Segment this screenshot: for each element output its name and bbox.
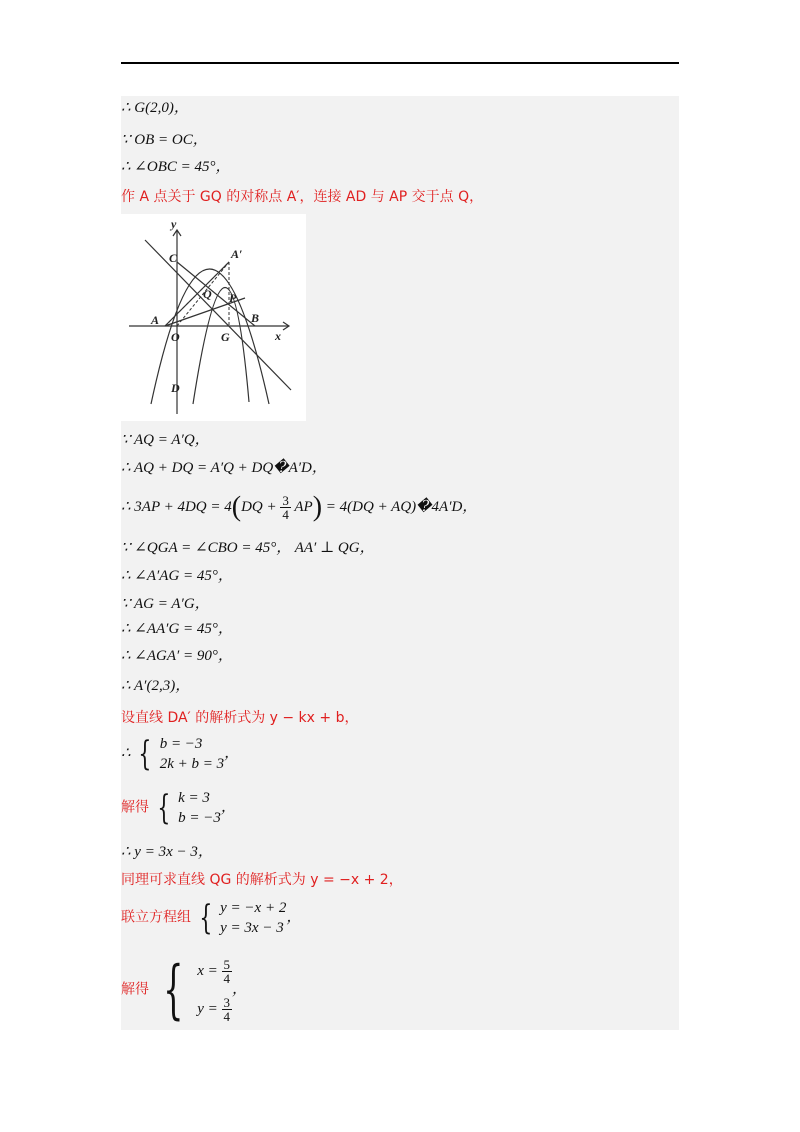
system-3: 联立方程组 { y = −x + 2 y = 3x − 3 ， xyxy=(121,898,302,938)
label-aprime: A′ xyxy=(231,247,243,261)
label-b: B xyxy=(251,311,260,325)
step-angle-qga: ∵ ∠QGA = ∠CBO = 45°， AA′ ⊥ QG， xyxy=(121,540,375,556)
step-3ap-4dq: ∴ 3AP + 4DQ = 4(DQ + $\frac{3}{4}$ AP) = 4(DQ + AQ)�4A′D， xyxy=(121,491,478,523)
system-2: 解得 { k = 3 b = −3 ， xyxy=(121,788,236,828)
step-line-qg: 同理可求直线 QG 的解析式为 y = −x + 2， xyxy=(121,872,403,888)
step-line-da-result: ∴ y = 3x − 3， xyxy=(121,844,213,860)
label-y: y xyxy=(171,217,177,231)
step-construct-symmetric: 作 A 点关于 GQ 的对称点 A′，连接 AD 与 AP 交于点 Q， xyxy=(121,189,484,205)
system-4: 解得 { x = $\frac{5}{4}$ y = $\frac{3}{4}$ ， xyxy=(121,953,248,1027)
label-x: x xyxy=(275,329,281,343)
line-cb-segment xyxy=(177,262,255,326)
label-g: G xyxy=(221,330,230,344)
label-a: A xyxy=(151,313,160,327)
step-ag-eq: ∵ AG = A′G， xyxy=(121,596,210,612)
line-cb xyxy=(145,240,291,390)
step-angle-aga: ∴ ∠AGA′ = 90°， xyxy=(121,648,233,664)
fraction-three-quarters: $\frac{3}{4}$ xyxy=(282,493,289,522)
step-ob-oc: ∵ OB = OC， xyxy=(121,132,208,148)
step-g-point: ∴ G(2,0)， xyxy=(121,100,189,116)
step-angle-aaprimeg: ∴ ∠AA′G = 45°， xyxy=(121,621,233,637)
step-aq-eq: ∵ AQ = A′Q， xyxy=(121,432,210,448)
label-p: P xyxy=(229,291,237,305)
step-angle-obc: ∴ ∠OBC = 45°， xyxy=(121,159,231,175)
step-set-line-da: 设直线 DA′ 的解析式为 y − kx + b， xyxy=(121,710,359,726)
step-aprime-coord: ∴ A′(2,3)， xyxy=(121,678,191,694)
figure-svg xyxy=(121,214,306,421)
geometry-figure xyxy=(121,214,306,421)
step-angle-aprime-ag: ∴ ∠A′AG = 45°， xyxy=(121,568,233,584)
system-1: ∴ { b = −3 2k + b = 3 ， xyxy=(121,734,240,774)
solution-panel xyxy=(121,96,679,1030)
header-rule xyxy=(121,62,679,64)
label-o: O xyxy=(171,330,180,344)
step-sum-ineq: ∴ AQ + DQ = A′Q + DQ�A′D， xyxy=(121,460,327,476)
label-c: C xyxy=(169,251,178,265)
label-q: Q xyxy=(203,287,212,301)
label-d: D xyxy=(171,381,180,395)
